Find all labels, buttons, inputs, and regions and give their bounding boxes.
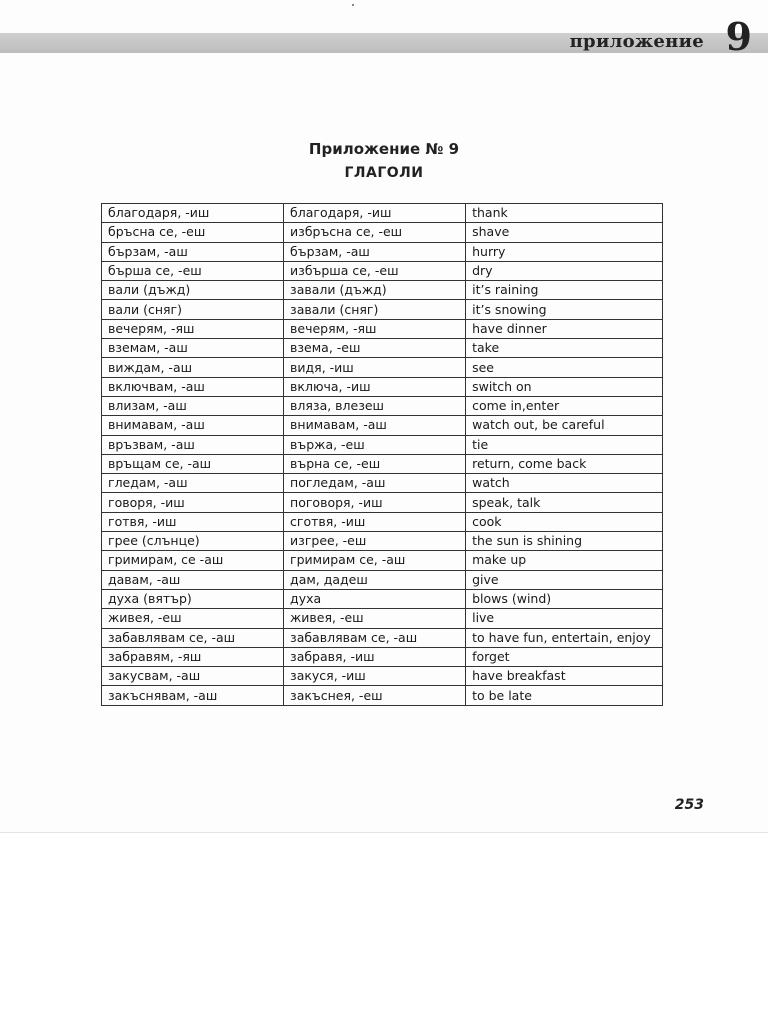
table-row — [102, 493, 663, 512]
perfective-form-cell: избръсна се, -еш — [284, 223, 466, 242]
perfective-form-cell: взема, -еш — [284, 339, 466, 358]
perfective-form-cell: сготвя, -иш — [284, 512, 466, 531]
imperfective-form-cell: връзвам, -аш — [102, 435, 284, 454]
english-translation-cell: see — [466, 358, 663, 377]
table-row — [102, 512, 663, 531]
english-translation-cell: the sun is shining — [466, 532, 663, 551]
imperfective-form-cell: забравям, -яш — [102, 647, 284, 666]
section-label: приложение — [569, 31, 704, 52]
imperfective-form-cell: виждам, -аш — [102, 358, 284, 377]
english-translation-cell: blows (wind) — [466, 589, 663, 608]
perfective-form-cell: забравя, -иш — [284, 647, 466, 666]
page-number: 253 — [674, 797, 704, 813]
table-row — [102, 416, 663, 435]
table-row — [102, 358, 663, 377]
table-row — [102, 570, 663, 589]
imperfective-form-cell: закусвам, -аш — [102, 667, 284, 686]
table-row — [102, 454, 663, 473]
imperfective-form-cell: говоря, -иш — [102, 493, 284, 512]
perfective-form-cell: дам, дадеш — [284, 570, 466, 589]
table-row — [102, 551, 663, 570]
scan-speck — [352, 4, 354, 6]
perfective-form-cell: върна се, -еш — [284, 454, 466, 473]
perfective-form-cell: избърша се, -еш — [284, 261, 466, 280]
perfective-form-cell: внимавам, -аш — [284, 416, 466, 435]
table-row — [102, 667, 663, 686]
imperfective-form-cell: благодаря, -иш — [102, 204, 284, 223]
perfective-form-cell: закуся, -иш — [284, 667, 466, 686]
perfective-form-cell: духа — [284, 589, 466, 608]
english-translation-cell: forget — [466, 647, 663, 666]
table-row — [102, 396, 663, 415]
english-translation-cell: cook — [466, 512, 663, 531]
imperfective-form-cell: бръсна се, -еш — [102, 223, 284, 242]
table-row — [102, 281, 663, 300]
table-row — [102, 319, 663, 338]
perfective-form-cell: завали (сняг) — [284, 300, 466, 319]
imperfective-form-cell: вземам, -аш — [102, 339, 284, 358]
imperfective-form-cell: включвам, -аш — [102, 377, 284, 396]
perfective-form-cell: живея, -еш — [284, 609, 466, 628]
imperfective-form-cell: вечерям, -яш — [102, 319, 284, 338]
imperfective-form-cell: забавлявам се, -аш — [102, 628, 284, 647]
table-row — [102, 474, 663, 493]
imperfective-form-cell: влизам, -аш — [102, 396, 284, 415]
perfective-form-cell: вържа, -еш — [284, 435, 466, 454]
table-row — [102, 204, 663, 223]
table-row — [102, 223, 663, 242]
perfective-form-cell: забавлявам се, -аш — [284, 628, 466, 647]
english-translation-cell: live — [466, 609, 663, 628]
imperfective-form-cell: закъснявам, -аш — [102, 686, 284, 705]
imperfective-form-cell: бърша се, -еш — [102, 261, 284, 280]
english-translation-cell: thank — [466, 204, 663, 223]
imperfective-form-cell: вали (сняг) — [102, 300, 284, 319]
table-row — [102, 686, 663, 705]
table-row — [102, 609, 663, 628]
english-translation-cell: return, come back — [466, 454, 663, 473]
perfective-form-cell: гримирам се, -аш — [284, 551, 466, 570]
english-translation-cell: watch — [466, 474, 663, 493]
english-translation-cell: have breakfast — [466, 667, 663, 686]
imperfective-form-cell: живея, -еш — [102, 609, 284, 628]
table-row — [102, 300, 663, 319]
imperfective-form-cell: вали (дъжд) — [102, 281, 284, 300]
imperfective-form-cell: грее (слънце) — [102, 532, 284, 551]
appendix-subtitle: ГЛАГОЛИ — [344, 165, 424, 181]
perfective-form-cell: бързам, -аш — [284, 242, 466, 261]
table-row — [102, 242, 663, 261]
table-row — [102, 628, 663, 647]
table-row — [102, 532, 663, 551]
english-translation-cell: hurry — [466, 242, 663, 261]
table-row — [102, 647, 663, 666]
imperfective-form-cell: бързам, -аш — [102, 242, 284, 261]
perfective-form-cell: завали (дъжд) — [284, 281, 466, 300]
english-translation-cell: watch out, be careful — [466, 416, 663, 435]
perfective-form-cell: благодаря, -иш — [284, 204, 466, 223]
english-translation-cell: come in,enter — [466, 396, 663, 415]
imperfective-form-cell: гримирам, се -аш — [102, 551, 284, 570]
english-translation-cell: shave — [466, 223, 663, 242]
table-row — [102, 339, 663, 358]
perfective-form-cell: включа, -иш — [284, 377, 466, 396]
perfective-form-cell: закъснея, -еш — [284, 686, 466, 705]
verbs-table — [101, 203, 663, 706]
perfective-form-cell: изгрее, -еш — [284, 532, 466, 551]
imperfective-form-cell: връщам се, -аш — [102, 454, 284, 473]
english-translation-cell: it’s raining — [466, 281, 663, 300]
verbs-table-body — [102, 204, 663, 706]
english-translation-cell: to have fun, entertain, enjoy — [466, 628, 663, 647]
perfective-form-cell: погледам, -аш — [284, 474, 466, 493]
english-translation-cell: speak, talk — [466, 493, 663, 512]
table-row — [102, 589, 663, 608]
section-number: 9 — [725, 14, 752, 59]
perfective-form-cell: вечерям, -яш — [284, 319, 466, 338]
perfective-form-cell: видя, -иш — [284, 358, 466, 377]
english-translation-cell: make up — [466, 551, 663, 570]
imperfective-form-cell: духа (вятър) — [102, 589, 284, 608]
imperfective-form-cell: давам, -аш — [102, 570, 284, 589]
table-row — [102, 377, 663, 396]
english-translation-cell: to be late — [466, 686, 663, 705]
english-translation-cell: take — [466, 339, 663, 358]
english-translation-cell: switch on — [466, 377, 663, 396]
english-translation-cell: tie — [466, 435, 663, 454]
appendix-title: Приложение № 9 — [308, 140, 460, 158]
perfective-form-cell: поговоря, -иш — [284, 493, 466, 512]
imperfective-form-cell: готвя, -иш — [102, 512, 284, 531]
english-translation-cell: give — [466, 570, 663, 589]
english-translation-cell: dry — [466, 261, 663, 280]
perfective-form-cell: вляза, влезеш — [284, 396, 466, 415]
english-translation-cell: it’s snowing — [466, 300, 663, 319]
table-row — [102, 435, 663, 454]
table-row — [102, 261, 663, 280]
imperfective-form-cell: внимавам, -аш — [102, 416, 284, 435]
english-translation-cell: have dinner — [466, 319, 663, 338]
imperfective-form-cell: гледам, -аш — [102, 474, 284, 493]
